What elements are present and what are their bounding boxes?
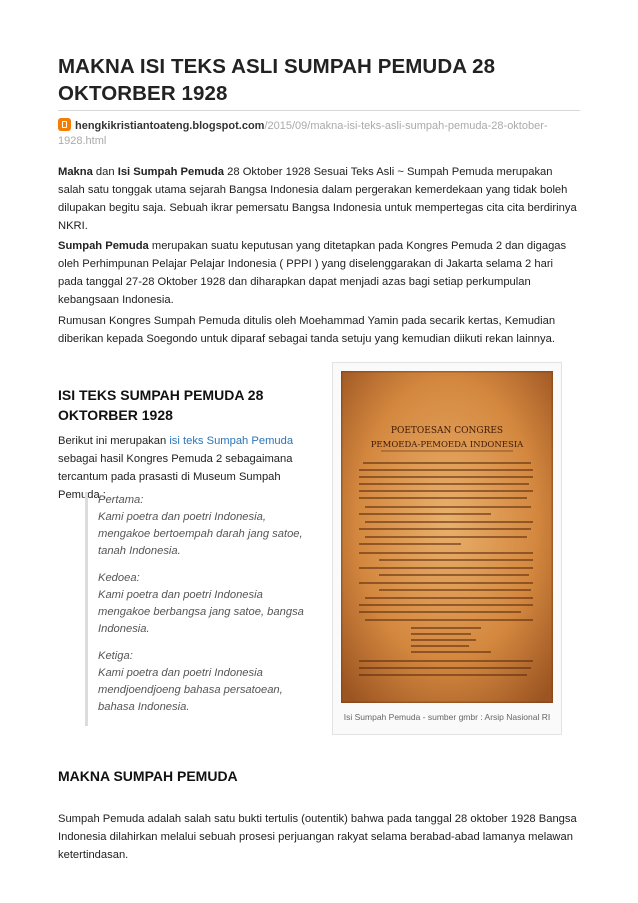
- historic-document-image: [341, 371, 553, 703]
- section-lead-paragraph: Berikut ini merupakan isi teks Sumpah Pemuda sebagai hasil Kongres Pemuda 2 sebagaimana tercantum pada prasasti di Museum Sumpah Pemuda :: [58, 435, 294, 501]
- intro-paragraph-1: Makna dan Isi Sumpah Pemuda 28 Oktober 1928 Sesuai Teks Asli ~ Sumpah Pemuda merupakan salah satu tonggak utama sejarah Bangsa Indonesia dalam pergerakan kemerdekaan yang tidak boleh dilupakan begitu saja. Sebuah ikrar pemersatu Bangsa Indonesia untuk mempertegas cita cita berdirinya NKRI.: [58, 166, 577, 232]
- source-line: [58, 118, 580, 149]
- section-heading-makna: MAKNA SUMPAH PEMUDA: [58, 768, 238, 784]
- makna-paragraph-1: Sumpah Pemuda adalah salah satu bukti tertulis (outentik) bahwa pada tanggal 28 oktober 1928 Bangsa Indonesia dilahirkan melalui sebuah prosesi perjuangan rakyat selama berabad-abad lamanya melawan ketertindasan.: [58, 813, 577, 861]
- oath-item-2: Kedoea: Kami poetra dan poetri Indonesia mengakoe berbangsa jang satoe, bangsa Indonesia.: [98, 572, 304, 635]
- section-heading-isi-teks: ISI TEKS SUMPAH PEMUDA 28 OKTORBER 1928: [58, 387, 264, 423]
- oath-item-3: Ketiga: Kami poetra dan poetri Indonesia mendjoendjoeng bahasa persatoean, bahasa Indonesia.: [98, 650, 283, 713]
- oath-blockquote: [85, 492, 315, 726]
- intro-paragraph-2: Sumpah Pemuda merupakan suatu keputusan yang ditetapkan pada Kongres Pemuda 2 dan digagas oleh Perhimpunan Pelajar Pelajar Indonesia ( PPPI ) yang diselenggarakan di Jakarta selama 2 hari pada tanggal 27-28 Oktober 1928 dan diharapkan dapat menjadi azas bagi setiap perkumpulan kebangsaan Indonesia.: [58, 240, 567, 306]
- document-heading-2: PEMOEDA-PEMOEDA INDONESIA: [370, 440, 524, 450]
- figure-caption: Isi Sumpah Pemuda - sumber gmbr : Arsip Nasional RI: [343, 712, 551, 722]
- document-figure: [332, 362, 562, 735]
- blogger-icon: [58, 118, 71, 131]
- isi-teks-link[interactable]: isi teks Sumpah Pemuda: [169, 435, 294, 447]
- title-divider: [58, 110, 580, 111]
- source-host-link[interactable]: hengkikristiantoateng.blogspot.com: [75, 120, 265, 132]
- oath-item-1: Pertama: Kami poetra dan poetri Indonesia, mengakoe bertoempah darah jang satoe, tanah Indonesia.: [98, 494, 303, 557]
- document-heading-1: POETOESAN CONGRES: [390, 426, 504, 436]
- article-title: MAKNA ISI TEKS ASLI SUMPAH PEMUDA 28 OKTORBER 1928: [58, 55, 496, 105]
- source-path-link[interactable]: /2015/09/makna-isi-teks-asli-sumpah-pemuda-28-oktober-1928.html: [58, 120, 548, 147]
- intro-paragraph-3: Rumusan Kongres Sumpah Pemuda ditulis oleh Moehammad Yamin pada secarik kertas, Kemudian diberikan kepada Soegondo untuk diparaf sebagai tanda setuju yang kemudian diikuti rekan lainnya.: [58, 315, 556, 345]
